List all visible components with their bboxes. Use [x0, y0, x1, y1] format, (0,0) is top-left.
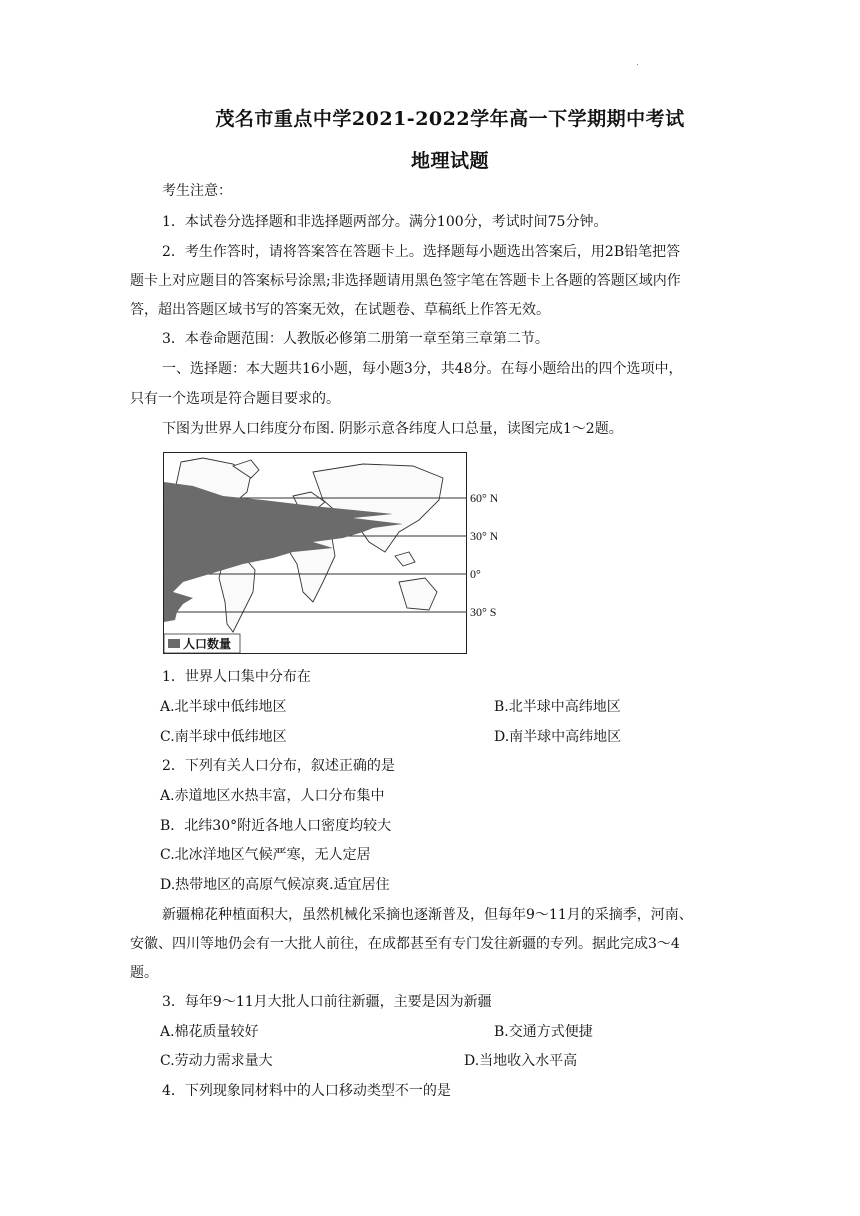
notice-item-2-line-1: 2．考生作答时，请将答案答在答题卡上。选择题每小题选出答案后，用2B铅笔把答: [162, 244, 681, 260]
lat-label-30s: 30° S: [470, 605, 497, 619]
section-1-line-1: 一、选择题：本大题共16小题，每小题3分，共48分。在每小题给出的四个选项中，: [162, 361, 683, 377]
q2-option-d: D.热带地区的高原气候凉爽.适宜居住: [160, 877, 390, 893]
q2-option-b: B．北纬30°附近各地人口密度均较大: [160, 818, 392, 834]
q3-option-b: B.交通方式便捷: [494, 1024, 593, 1040]
material-line-2: 安徽、四川等地仍会有一大批人前往，在成都甚至有专门发往新疆的专列。据此完成3～4: [130, 936, 680, 952]
q3-option-d: D.当地收入水平高: [464, 1053, 578, 1069]
lat-label-30n: 30° N: [470, 529, 497, 543]
lat-label-0: 0°: [470, 567, 481, 581]
notice-item-1: 1．本试卷分选择题和非选择题两部分。满分100分，考试时间75分钟。: [162, 214, 608, 230]
legend-swatch: [168, 639, 180, 648]
q1-option-a: A.北半球中低纬地区: [160, 699, 287, 715]
section-1-line-2: 只有一个选项是符合题目要求的。: [130, 391, 340, 407]
q1-stem: 1．世界人口集中分布在: [162, 669, 311, 685]
legend-label: 人口数量: [183, 637, 232, 651]
q3-option-a: A.棉花质量较好: [160, 1024, 259, 1040]
q1-option-b: B.北半球中高纬地区: [494, 699, 621, 715]
q3-stem: 3．每年9～11月大批人口前往新疆，主要是因为新疆: [162, 994, 492, 1010]
notice-item-2-line-3: 答，超出答题区域书写的答案无效，在试题卷、草稿纸上作答无效。: [130, 302, 550, 318]
world-population-latitude-map: [163, 452, 497, 654]
exam-subtitle: 地理试题: [410, 150, 489, 172]
map-intro: 下图为世界人口纬度分布图. 阴影示意各纬度人口总量，读图完成1～2题。: [162, 421, 623, 437]
material-line-1: 新疆棉花种植面积大，虽然机械化采摘也逐渐普及，但每年9～11月的采摘季，河南、: [162, 907, 693, 923]
notice-item-2-line-2: 题卡上对应题目的答案标号涂黑;非选择题请用黑色签字笔在答题卡上各题的答题区域内作: [130, 273, 681, 289]
q1-option-c: C.南半球中低纬地区: [160, 729, 287, 745]
exam-title: 茂名市重点中学2021-2022学年高一下学期期中考试: [215, 108, 685, 130]
q2-option-c: C.北冰洋地区气候严寒，无人定居: [160, 847, 371, 863]
q3-option-c: C.劳动力需求量大: [160, 1053, 273, 1069]
q4-stem: 4．下列现象同材料中的人口移动类型不一的是: [162, 1083, 451, 1099]
lat-label-60n: 60° N: [470, 491, 497, 505]
page-mark: .: [636, 58, 639, 68]
q2-option-a: A.赤道地区水热丰富，人口分布集中: [160, 788, 385, 804]
notice-heading: 考生注意：: [162, 183, 232, 199]
material-line-3: 题。: [130, 965, 158, 981]
notice-item-3: 3．本卷命题范围：人教版必修第二册第一章至第三章第二节。: [162, 331, 549, 347]
q1-option-d: D.南半球中高纬地区: [494, 729, 622, 745]
q2-stem: 2．下列有关人口分布，叙述正确的是: [162, 758, 395, 774]
